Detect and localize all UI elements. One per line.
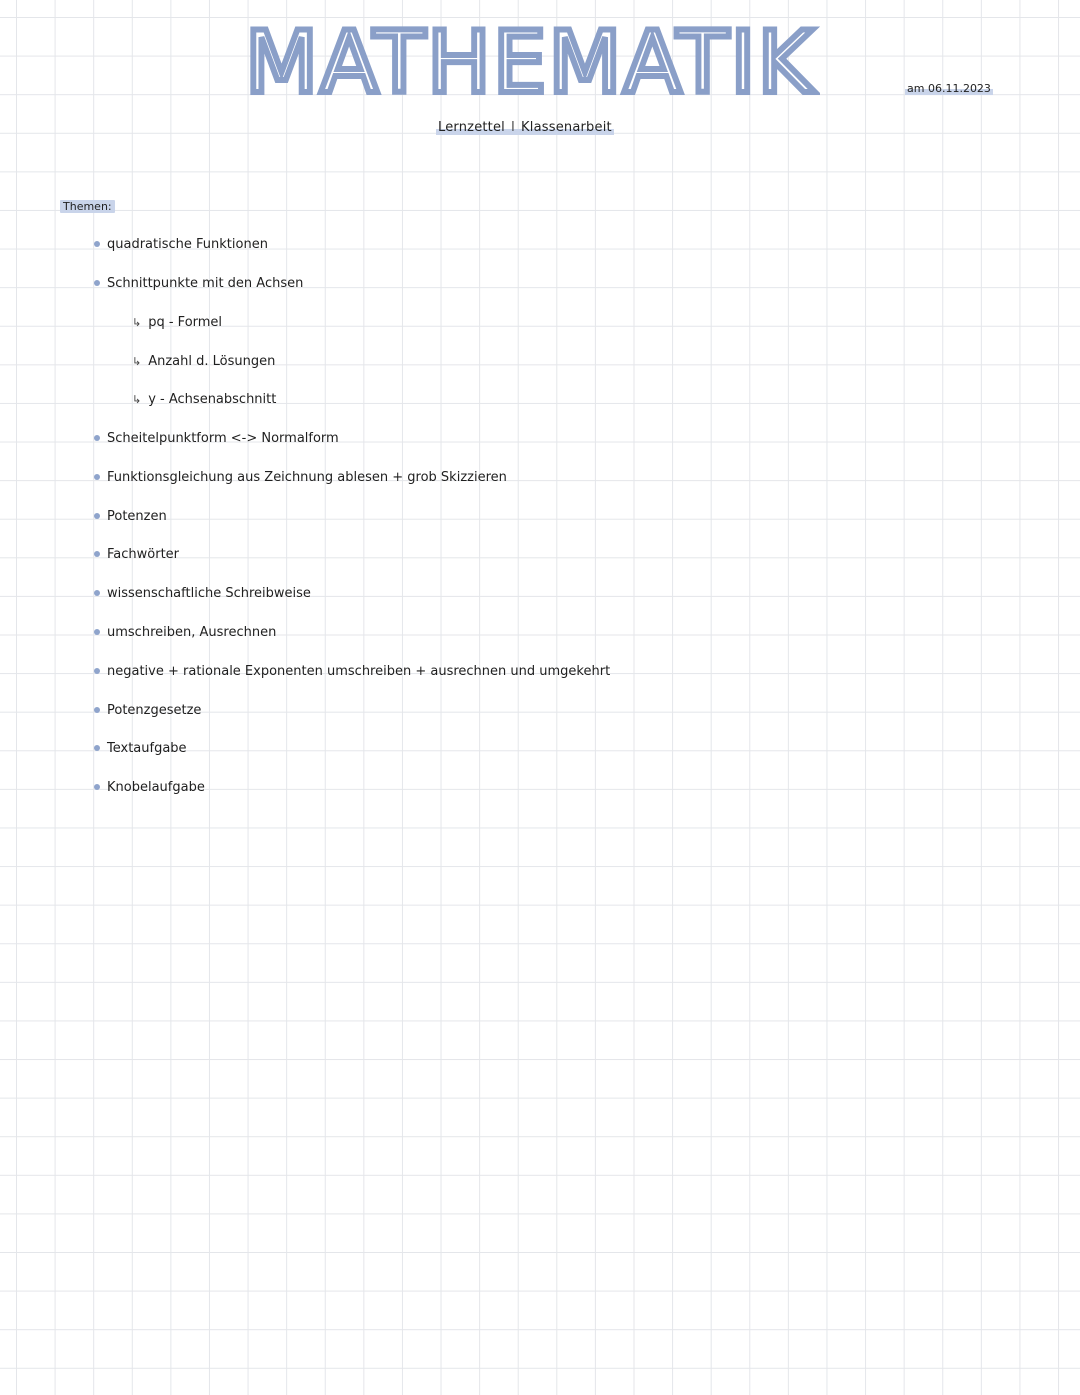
topic-item <box>94 234 268 254</box>
subtopic-text: pq - Formel <box>148 314 223 330</box>
subtitle <box>436 120 614 135</box>
topic-text: Fachwörter <box>107 546 180 562</box>
bullet-icon <box>94 629 100 635</box>
subtopic-text: y - Achsenabschnitt <box>148 391 277 407</box>
topic-text: Scheitelpunktform <-> Normalform <box>107 430 339 446</box>
page-title-text: MATHEMATIK <box>245 22 816 102</box>
topic-item <box>94 583 311 603</box>
topic-text: Textaufgabe <box>107 740 187 756</box>
topic-text: Potenzen <box>107 508 167 524</box>
bullet-icon <box>94 784 100 790</box>
topic-text: Funktionsgleichung aus Zeichnung ablesen + grob Skizzieren <box>107 469 507 485</box>
topic-item <box>94 506 167 526</box>
bullet-icon <box>94 280 100 286</box>
topic-text: negative + rationale Exponenten umschreiben + ausrechnen und umgekehrt <box>107 663 611 679</box>
subtopic-item <box>132 389 276 409</box>
bullet-icon <box>94 551 100 557</box>
date-label: am 06.11.2023 <box>907 82 991 95</box>
topic-item <box>94 467 507 487</box>
bullet-icon <box>94 435 100 441</box>
bullet-icon <box>94 241 100 247</box>
page-title <box>240 22 820 102</box>
bullet-icon <box>94 513 100 519</box>
arrow-icon: ↳ <box>132 354 142 368</box>
topic-item <box>94 777 205 797</box>
bullet-icon <box>94 745 100 751</box>
topic-item <box>94 622 276 642</box>
topic-item <box>94 661 610 681</box>
bullet-icon <box>94 474 100 480</box>
bullet-icon <box>94 590 100 596</box>
subtitle-left: Lernzettel <box>438 120 505 135</box>
topic-text: quadratische Funktionen <box>107 236 268 252</box>
topic-text: Knobelaufgabe <box>107 779 205 795</box>
topic-item <box>94 700 201 720</box>
bullet-icon <box>94 707 100 713</box>
subtopic-item <box>132 312 222 332</box>
topic-text: umschreiben, Ausrechnen <box>107 624 277 640</box>
subtopic-text: Anzahl d. Lösungen <box>148 353 276 369</box>
bullet-icon <box>94 668 100 674</box>
section-label-themen: Themen: <box>60 200 115 213</box>
topic-item <box>94 273 303 293</box>
topic-text: Schnittpunkte mit den Achsen <box>107 275 304 291</box>
arrow-icon: ↳ <box>132 315 142 329</box>
topic-item <box>94 738 187 758</box>
subtopic-item <box>132 351 275 371</box>
topic-text: Potenzgesetze <box>107 702 202 718</box>
subtitle-separator: I <box>511 120 516 135</box>
topic-item <box>94 428 339 448</box>
topic-item <box>94 544 179 564</box>
topic-text: wissenschaftliche Schreibweise <box>107 585 311 601</box>
subtitle-right: Klassenarbeit <box>521 120 612 135</box>
arrow-icon: ↳ <box>132 392 142 406</box>
